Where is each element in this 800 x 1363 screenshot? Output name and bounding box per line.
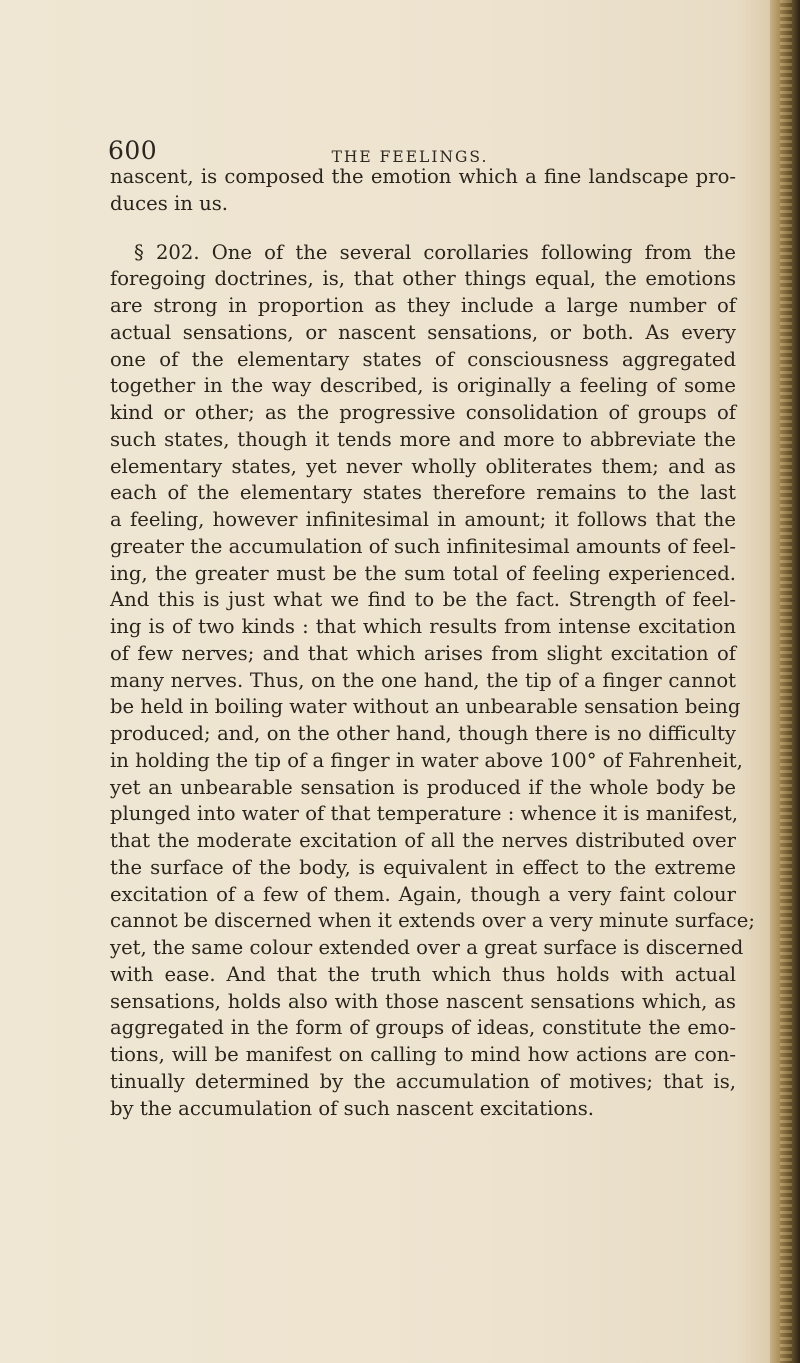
text-line: are strong in proportion as they include a large number of [110,294,736,317]
text-line: tinually determined by the accumulation of motives; that is, [110,1069,736,1093]
text-line: ing, the greater must be the sum total of feeling experienced. [110,561,736,585]
paragraph-1 [110,164,736,218]
text-line: yet, the same colour extended over a great surface is discerned [110,936,744,959]
text-line: a feeling, however infinitesimal in amount; it follows that the [110,508,736,531]
text-line: § 202. One of the several corollaries following from the [134,240,736,264]
text-line: the surface of the body, is equivalent in effect to the extreme [110,855,736,879]
text-line: aggregated in the form of groups of ideas, constitute the emo- [110,1016,736,1040]
text-line: plunged into water of that temperature : whence it is manifest, [110,802,739,826]
text-line: duces in us. [110,191,229,215]
running-title: THE FEELINGS. [331,148,489,166]
text-line: excitation of a few of them. Again, though a very faint colour [110,882,736,906]
text-line: each of the elementary states therefore remains to the last [110,481,736,505]
text-line: elementary states, yet never wholly obliterates them; and as [110,454,736,478]
text-line: by the accumulation of such nascent excitations. [110,1096,595,1120]
text-line: foregoing doctrines, is, that other things equal, the emotions [110,267,736,291]
text-line: sensations, holds also with those nascent sensations which, as [110,989,736,1013]
text-line: tions, will be manifest on calling to mind how actions are con- [110,1043,736,1066]
text-line: kind or other; as the progressive consolidation of groups of [110,401,736,424]
text-line: And this is just what we find to be the fact. Strength of feel- [110,588,736,612]
text-line: yet an unbearable sensation is produced if the whole body be [110,775,736,799]
page-edge-texture [780,0,792,1363]
text-line: produced; and, on the other hand, though there is no difficulty [110,722,736,745]
page-number: 600 [108,136,158,165]
text-line: such states, though it tends more and more to abbreviate the [110,427,736,451]
text-line: that the moderate excitation of all the nerves distributed over [110,829,736,852]
text-line: one of the elementary states of consciousness aggregated [110,347,736,371]
text-line: actual sensations, or nascent sensations, or both. As every [110,320,736,344]
text-line: nascent, is composed the emotion which a fine landscape pro- [110,165,736,188]
text-line: with ease. And that the truth which thus holds with actual [110,962,736,986]
text-line: ing is of two kinds : that which results from intense excitation [110,615,736,638]
text-line: cannot be discerned when it extends over a very minute surface; [110,909,755,933]
paragraph-gap [110,218,736,240]
text-line: in holding the tip of a finger in water above 100° of Fahrenheit, [110,748,743,772]
text-line: greater the accumulation of such infinitesimal amounts of feel- [110,534,736,558]
body-text [110,164,755,1122]
text-line: be held in boiling water without an unbearable sensation being [110,695,741,719]
paragraph-2 [110,240,755,1123]
text-line: together in the way described, is originally a feeling of some [110,374,736,398]
text-line: many nerves. Thus, on the one hand, the tip of a finger cannot [110,668,736,692]
text-line: of few nerves; and that which arises from slight excitation of [110,641,736,665]
